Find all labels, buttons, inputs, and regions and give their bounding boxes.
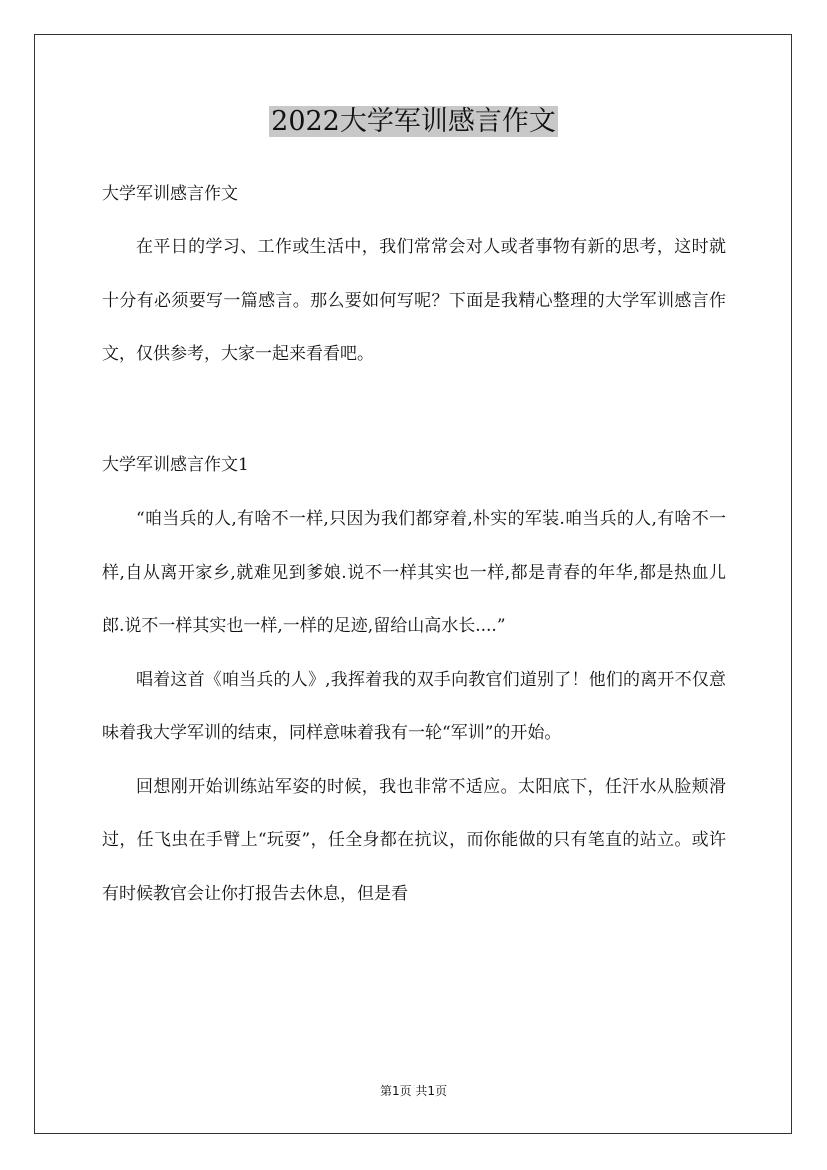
- document-title: [0, 104, 827, 140]
- section-heading: 大学军训感言作文1: [102, 455, 249, 475]
- document-subtitle: 大学军训感言作文: [102, 184, 238, 204]
- section-body: [102, 493, 726, 921]
- page-footer: 第1页 共1页: [379, 1084, 448, 1098]
- body-paragraph: 回想刚开始训练站军姿的时候，我也非常不适应。太阳底下，任汗水从脸颊滑过，任飞虫在手臂上“玩耍”，任全身都在抗议，而你能做的只有笔直的站立。或许有时候教官会让你打报告去休息，但是看: [102, 776, 726, 904]
- body-paragraph: 唱着这首《咱当兵的人》,我挥着我的双手向教官们道别了！他们的离开不仅意味着我大学军训的结束，同样意味着我有一轮“军训”的开始。: [102, 669, 726, 743]
- intro-block: [102, 221, 726, 382]
- intro-paragraph: 在平日的学习、工作或生活中，我们常常会对人或者事物有新的思考，这时就十分有必须要写一篇感言。那么要如何写呢？下面是我精心整理的大学军训感言作文，仅供参考，大家一起来看看吧。: [102, 237, 726, 364]
- document-title-text: 2022大学军训感言作文: [271, 106, 556, 137]
- body-paragraph: “咱当兵的人,有啥不一样,只因为我们都穿着,朴实的军装.咱当兵的人,有啥不一样,自从离开家乡,就难见到爹娘.说不一样其实也一样,都是青春的年华,都是热血儿郎.说不一样其实也一样,一样的足迹,留给山高水长....”: [102, 509, 726, 636]
